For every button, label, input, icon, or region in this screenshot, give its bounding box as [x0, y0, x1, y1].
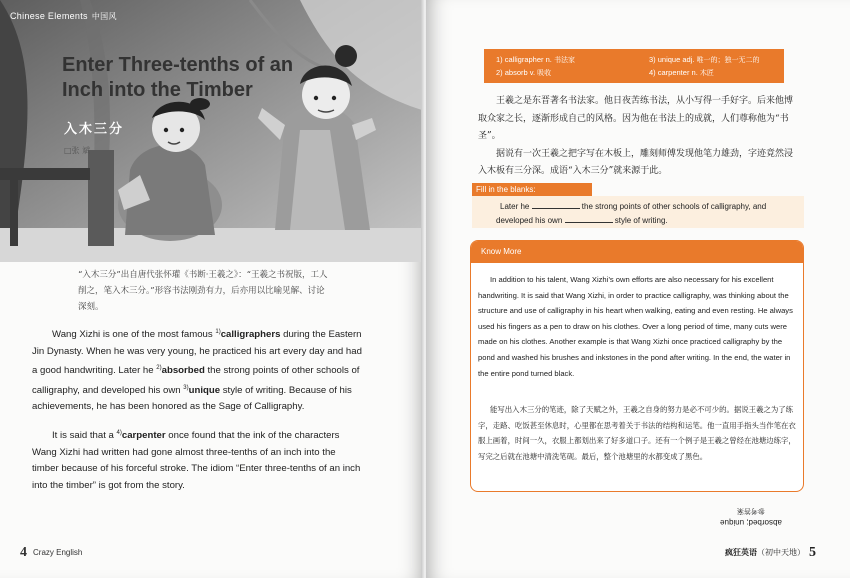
page-number-left: 4 — [20, 545, 27, 560]
fill-text-1: Later he — [500, 202, 532, 211]
author-name: □张 斌 — [64, 146, 91, 155]
page-number-right: 5 — [809, 545, 816, 560]
blank-2[interactable] — [565, 215, 613, 223]
magazine-name-zh: 疯狂英语 — [725, 548, 757, 557]
story-zh — [478, 93, 796, 181]
footnote-marker-3: 3) — [183, 384, 189, 391]
answer-key — [719, 506, 783, 527]
know-more-heading: Know More — [471, 241, 804, 263]
fill-blanks-text — [496, 200, 796, 227]
article-title: Enter Three-tenths of an Inch into the Timber — [62, 54, 294, 101]
blank-1[interactable] — [532, 201, 580, 209]
illustration — [0, 0, 422, 262]
know-more-zh: 能写出入木三分的笔迹，除了天赋之外，王羲之自身的努力是必不可少的。据说王羲之为了练字，走路、吃饭甚至休息时，心里都在思考着关于书法的结构和运笔。他一直用手指头当作笔在衣服上画着，时间一久，衣服上都划出来了好多道口子。还有一个例子是王羲之曾经在池塘边练字，写完之后就在池塘中清洗笔砚。最后，整个池塘里的水都变成了黑色。 — [478, 405, 796, 461]
vocab-zh: 吸收 — [537, 69, 552, 77]
fill-text-2: the strong points of other schools of calligraphy, and developed his own — [496, 202, 767, 225]
fill-text-3: style of writing. — [612, 215, 668, 225]
p2-text-2: once found that the ink of the characters Wang Xizhi had written had gone almost three-tenths of an inch into the timber because of his forceful stroke. The idiom “Enter three-tenths of an inch into the timber” is got from the story. — [32, 430, 361, 491]
right-page — [426, 0, 850, 578]
story-zh-paragraph-2: 据说有一次王羲之把字写在木板上，雕刻师傅发现他笔力雄劲，字迹竟然浸入木板有三分深。成语“入木三分”就来源于此。 — [478, 148, 794, 176]
vocab-word-calligraphers: calligraphers — [220, 329, 281, 340]
know-more-en: In addition to his talent, Wang Xizhi’s own efforts are also necessary for his excellent handwriting. It is said that Wang Xizhi, in order to practice calligraphy, was thinking about the structure and use of calligraphy in his heart when walking, eating and even resting. He always used his fingers as a pen to draw on his clothes. Over a long period of time, many cuts were made on his clothes. Another example is that Wang Xizhi once practiced calligraphy by the pond and washed his brushes and inkstones in the pond after writing. In the end, the water in the entire pond turned black. — [478, 275, 793, 378]
intro-zh: “入木三分”出自唐代张怀瓘《书断·王羲之》：“王羲之书祝版，工人削之，笔入木三分。”形容书法刚劲有力，后亦用以比喻见解、讨论深刻。 — [78, 270, 328, 312]
p1-text-2: during the Eastern Jin Dynasty. When he was very young, he practiced his art every day and had a good handwriting. Later he — [32, 329, 362, 377]
vocab-zh: 书法家 — [553, 56, 575, 64]
article-title-zh: 入木三分 — [64, 122, 125, 137]
vocab-zh: 唯一的；独一无二的 — [696, 56, 760, 64]
fill-blanks-box — [472, 196, 804, 228]
vocab-en: 3) unique adj. — [649, 55, 695, 64]
vocab-word-carpenter: carpenter — [121, 430, 166, 441]
vocab-item-3 — [649, 55, 760, 65]
left-page — [0, 0, 424, 578]
know-more-box — [470, 240, 804, 492]
p1-text-3: the strong points of other schools of calligraphy, and developed his own — [32, 365, 360, 396]
vocab-zh: 木匠 — [699, 69, 714, 77]
p2-text-1: It is said that a — [52, 430, 117, 441]
story-zh-paragraph-1: 王羲之是东晋著名书法家。他日夜苦练书法，从小写得一手好字。后来他博取众家之长，逐渐形成自己的风格。因为他在书法上的成就，人们尊称他为“书圣”。 — [478, 96, 794, 141]
vocab-en: 4) carpenter n. — [649, 68, 698, 77]
vocab-word-unique: unique — [188, 384, 221, 396]
edition-zh: （初中天地） — [757, 548, 805, 557]
fill-blanks-heading: Fill in the blanks: — [472, 183, 592, 196]
vocab-en: 2) absorb v. — [496, 68, 536, 77]
answer-text: absorbed; unique — [720, 518, 782, 527]
page-footer-left — [20, 545, 82, 561]
section-label-zh: 中国风 — [91, 12, 117, 21]
vocab-en: 1) calligrapher n. — [496, 55, 552, 64]
answer-label: 参考答案 — [737, 507, 765, 515]
vocab-item-1 — [496, 55, 575, 65]
footnote-marker-4: 4) — [116, 430, 122, 436]
magazine-name: Crazy English — [33, 548, 83, 557]
p1-text-1: Wang Xizhi is one of the most famous — [52, 329, 216, 340]
footnote-marker-2: 2) — [156, 365, 162, 372]
vocab-item-4 — [649, 68, 714, 78]
vocabulary-box — [484, 49, 784, 83]
section-label — [10, 11, 117, 22]
vocab-word-absorbed: absorbed — [161, 365, 205, 377]
page-footer-right — [725, 545, 816, 561]
body-paragraph-1 — [32, 324, 362, 416]
footnote-marker-1: 1) — [215, 329, 221, 335]
body-paragraph-2 — [32, 425, 362, 494]
section-label-en: Chinese Elements — [10, 11, 88, 21]
vocab-item-2 — [496, 68, 551, 78]
p1-text-4: style of writing. Because of his achievements, he has been honored as the Sage of Calligraphy. — [32, 384, 352, 413]
